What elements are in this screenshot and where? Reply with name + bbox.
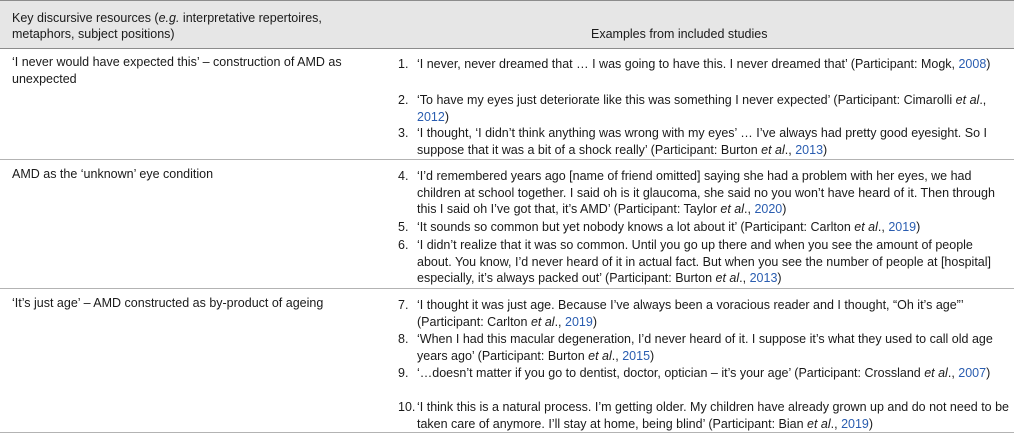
et-al: et al (530, 314, 555, 329)
item-number: 1. (398, 57, 409, 71)
et-al: et al (715, 271, 740, 285)
item-number: 3. (398, 126, 409, 140)
quote: ‘I thought, ‘I didn’t think anything was wrong with my eyes’ … I’ve always had pretty good eyesight. So I suppose that it was a bit of a shock really’ (Participant: Burton (417, 126, 987, 157)
item-number: 10. (398, 400, 416, 414)
citation-link[interactable]: 2019 (888, 220, 917, 234)
citation-link[interactable]: 2008 (958, 57, 987, 71)
item-number: 6. (398, 238, 409, 252)
comma: ., (830, 416, 842, 431)
column-header-resources (12, 10, 342, 42)
list-item (398, 297, 1010, 330)
item-number: 5. (398, 220, 409, 234)
et-al: et al (924, 366, 948, 380)
comma: ., (947, 366, 959, 380)
list-item (398, 331, 1010, 364)
table-row (0, 48, 1014, 160)
table-header (0, 0, 1014, 49)
citation-link[interactable]: 2012 (417, 109, 445, 124)
quote-text (417, 125, 1009, 158)
comma: ., (784, 142, 796, 157)
comma: ., (611, 348, 623, 363)
closing-paren: ) (444, 109, 449, 124)
quote-text (417, 237, 1009, 287)
et-al: et al (854, 220, 878, 234)
quote-text (417, 331, 1009, 364)
header-text: interpretative repertoires, metaphors, subject positions) (12, 11, 322, 41)
closing-paren: ) (823, 142, 828, 157)
closing-paren: ) (777, 271, 782, 285)
citation-link[interactable]: 2013 (795, 142, 824, 157)
citation-link[interactable]: 2015 (622, 348, 651, 363)
closing-paren: ) (650, 348, 655, 363)
et-al: et al (807, 416, 831, 431)
quote: ‘I thought it was just age. Because I’ve always been a voracious reader and I thought, “Oh it’s age”’ (Participant: Carlton (417, 298, 964, 329)
quote-text (417, 168, 1009, 218)
quote: ‘When I had this macular degeneration, I’d never heard of it. I suppose it’s what they used to call old age years ago’ (Participant: Burton (417, 332, 993, 363)
resource-cell: ‘It’s just age’ – AMD constructed as by-product of ageing (12, 296, 324, 310)
item-number: 4. (398, 169, 409, 183)
list-item (398, 125, 1010, 158)
closing-paren: ) (868, 416, 874, 431)
quote-text (417, 92, 1009, 125)
quote: ‘I never, never dreamed that … I was going to have this. I never dreamed that’ (Participant: Mogk, (417, 57, 959, 71)
resource-cell: ‘I never would have expected this’ – construction of AMD as unexpected (12, 55, 342, 86)
closing-paren: ) (986, 57, 991, 71)
quote: ‘…doesn’t matter if you go to dentist, doctor, optician – it’s your age’ (Participant: Crossland (417, 366, 925, 380)
column-header-examples: Examples from included studies (591, 27, 768, 41)
comma: ., (979, 93, 987, 107)
quote-text (417, 219, 1009, 236)
citation-link[interactable]: 2020 (754, 202, 783, 216)
quote: ‘I didn’t realize that it was so common. Until you go up there and when you see the amount of people about. You know, I’d never heard of it in actual fact. But when you see the number of people at [hospital] especially, it’s always packed out’ (Participant: Burton (417, 238, 991, 285)
list-item (398, 56, 1010, 89)
item-number: 8. (398, 332, 409, 346)
table-row (0, 160, 1014, 289)
item-number: 7. (398, 298, 409, 312)
citation-link[interactable]: 2019 (841, 416, 869, 431)
list-item (398, 399, 1010, 432)
comma: ., (739, 271, 750, 285)
quote-text (417, 365, 1009, 382)
quote-text (417, 56, 1009, 73)
quote: ‘To have my eyes just deteriorate like this was something I never expected’ (Participant: Cimarolli (417, 93, 956, 107)
list-item (398, 168, 1010, 218)
citation-link[interactable]: 2007 (958, 366, 987, 380)
resource-cell: AMD as the ‘unknown’ eye condition (12, 167, 214, 181)
list-item (398, 219, 1010, 236)
comma: ., (554, 314, 565, 329)
quote-text (417, 297, 1009, 330)
quote: ‘I think this is a natural process. I’m getting older. My children have already grown up and do not need to be taken care of anymore. I’ll stay at home, being blind’ (Participant: Bian (417, 400, 1010, 431)
citation-link[interactable]: 2013 (749, 271, 778, 285)
et-al: et al (761, 142, 785, 157)
list-item (398, 365, 1010, 398)
quote: ‘I’d remembered years ago [name of friend omitted] saying she had a problem with her eyes, we had children at school together. I said oh is it glaucoma, she said no you won’t have heard of it. Then through this I said oh I’ve got that, it’s AMD’ (Participant: Taylor (417, 169, 995, 216)
quote-text (417, 399, 1009, 432)
closing-paren: ) (916, 220, 921, 234)
comma: ., (744, 202, 755, 216)
item-number: 2. (398, 93, 409, 107)
header-text-italic: e.g. (158, 11, 180, 25)
list-item (398, 237, 1010, 287)
et-al: et al (955, 93, 980, 107)
comma: ., (877, 220, 889, 234)
et-al: et al (720, 202, 745, 216)
et-al: et al (588, 348, 612, 363)
quote: ‘It sounds so common but yet nobody knows a lot about it’ (Participant: Carlton (417, 220, 855, 234)
closing-paren: ) (986, 366, 991, 380)
closing-paren: ) (782, 202, 787, 216)
closing-paren: ) (592, 314, 597, 329)
list-item (398, 92, 1010, 125)
header-text: Key discursive resources ( (12, 11, 159, 25)
citation-link[interactable]: 2019 (565, 314, 593, 329)
table-row (0, 289, 1014, 433)
item-number: 9. (398, 366, 409, 380)
